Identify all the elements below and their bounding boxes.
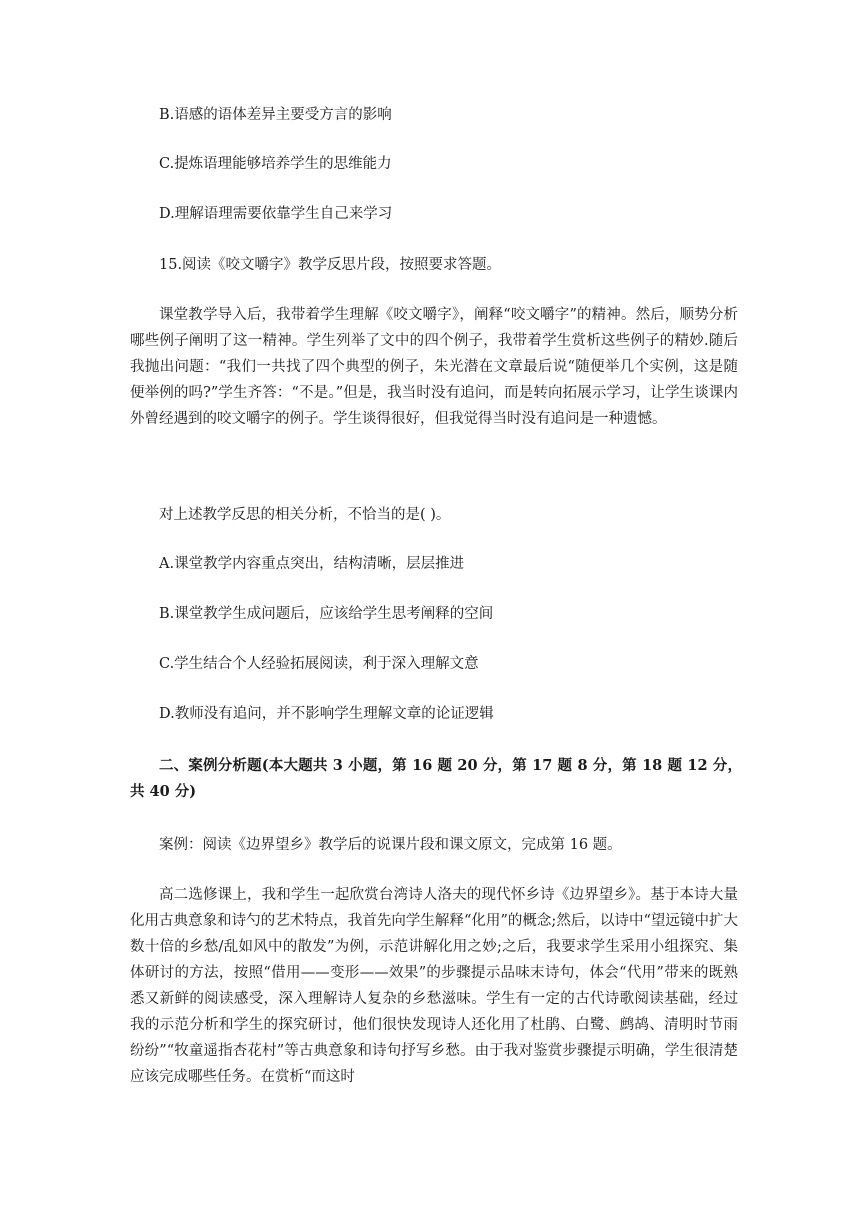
q15-option-b: B.课堂教学生成问题后，应该给学生思考阐释的空间: [159, 606, 494, 622]
q15-option-d: D.教师没有追问，并不影响学生理解文章的论证逻辑: [159, 706, 494, 722]
q14-option-c: C.提炼语理能够培养学生的思维能力: [159, 156, 392, 172]
q14-option-b: B.语感的语体差异主要受方言的影响: [159, 107, 392, 123]
q15-option-c: C.学生结合个人经验拓展阅读，利于深入理解文意: [159, 656, 479, 672]
case-intro: 案例：阅读《边界望乡》教学后的说课片段和课文原文，完成第 16 题。: [159, 837, 622, 853]
case-passage: 高二选修课上，我和学生一起欣赏台湾诗人洛夫的现代怀乡诗《边界望乡》。基于本诗大量化用古典意象和诗勺的艺术特点，我首先向学生解释“化用”的概念;然后，以诗中“望远镜中扩大数十倍的乡愁/乱如风中的散发”为例，示范讲解化用之妙;之后，我要求学生采用小组探究、集体研讨的方法，按照“借用——变形——效果”的步骤提示品味末诗句，体会“代用”带来的既熟悉又新鲜的阅读感受，深入理解诗人复杂的乡愁滋味。学生有一定的古代诗歌阅读基础，经过我的示范分析和学生的探究研讨，他们很快发现诗人还化用了杜鹃、白鹭、鹧鸪、清明时节雨纷纷”“牧童遥指杏花村”等古典意象和诗句抒写乡愁。由于我对鉴赏步骤提示明确，学生很清楚应该完成哪些任务。在赏析“而这时: [130, 887, 738, 1085]
q15-passage: 课堂教学导入后，我带着学生理解《咬文嚼字》，阐释“咬文嚼字”的精神。然后，顺势分析哪些例子阐明了这一精神。学生列举了文中的四个例子，我带着学生赏析这些例子的精妙.随后我抛出问题：“我们一共找了四个典型的例子，朱光潜在文章最后说“随便举几个实例，这是随便举例的吗?”学生齐答：“不是。”但是，我当时没有追问，而是转向拓展示学习，让学生谈课内外曾经遇到的咬文嚼字的例子。学生谈得很好，但我觉得当时没有追问是一种遗憾。: [130, 307, 738, 427]
q15-option-a: A.课堂教学内容重点突出，结构清晰，层层推进: [159, 556, 465, 572]
q15-question: 对上述教学反思的相关分析，不恰当的是( )。: [159, 507, 451, 523]
q14-option-d: D.理解语理需要依靠学生自己来学习: [159, 206, 393, 222]
q15-prompt: 15.阅读《咬文嚼字》教学反思片段，按照要求答题。: [159, 257, 502, 273]
section-heading: 二、案例分析题(本大题共 3 小题，第 16 题 20 分，第 17 题 8 分，第 18 题 12 分，共 40 分): [130, 757, 742, 800]
